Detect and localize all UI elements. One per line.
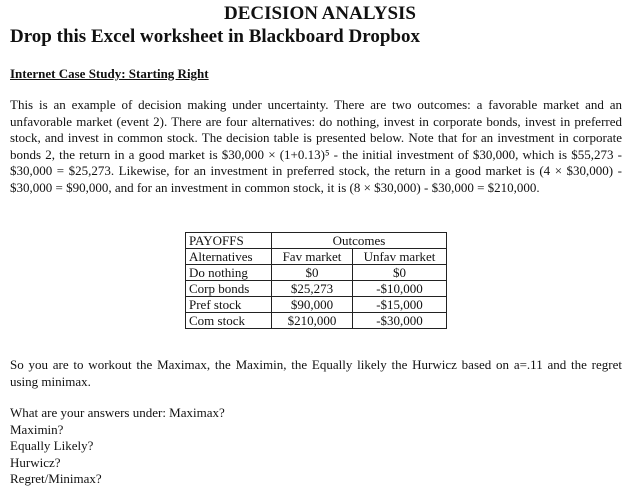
table-corner-label: PAYOFFS	[186, 233, 272, 249]
table-row	[186, 297, 447, 313]
question-maximax: What are your answers under: Maximax?	[10, 405, 225, 420]
table-cell-fav: $90,000	[272, 297, 353, 313]
table-row	[186, 265, 447, 281]
page-title: DECISION ANALYSIS	[223, 3, 416, 24]
table-cell-unfav: $0	[353, 265, 447, 281]
instructions-paragraph: So you are to workout the Maximax, the Maximin, the Equally likely the Hurwicz based on a=.11 and the regret using minimax.	[10, 357, 622, 389]
page-subtitle: Drop this Excel worksheet in Blackboard Dropbox	[10, 26, 420, 47]
column-header-unfav-market: Unfav market	[353, 249, 447, 265]
question-maximin: Maximin?	[10, 421, 64, 437]
payoff-table	[185, 232, 447, 329]
table-cell-alternative: Do nothing	[186, 265, 272, 281]
question-hurwicz: Hurwicz?	[10, 454, 61, 470]
table-row	[186, 281, 447, 297]
table-cell-fav: $210,000	[272, 313, 353, 329]
table-cell-unfav: -$30,000	[353, 313, 447, 329]
column-header-fav-market: Fav market	[272, 249, 353, 265]
case-study-heading: Internet Case Study: Starting Right	[10, 66, 209, 81]
table-header-row	[186, 233, 447, 249]
questions-list	[10, 405, 225, 488]
table-cell-unfav: -$15,000	[353, 297, 447, 313]
table-outcomes-label: Outcomes	[272, 233, 447, 249]
column-header-alternatives: Alternatives	[186, 249, 272, 265]
table-cell-fav: $0	[272, 265, 353, 281]
table-cell-alternative: Com stock	[186, 313, 272, 329]
table-cell-alternative: Corp bonds	[186, 281, 272, 297]
table-cell-fav: $25,273	[272, 281, 353, 297]
table-column-header-row	[186, 249, 447, 265]
question-equally-likely: Equally Likely?	[10, 438, 94, 454]
table-row	[186, 313, 447, 329]
table-cell-alternative: Pref stock	[186, 297, 272, 313]
table-cell-unfav: -$10,000	[353, 281, 447, 297]
question-regret-minimax: Regret/Minimax?	[10, 471, 102, 487]
intro-paragraph: This is an example of decision making under uncertainty. There are two outcomes: a favorable market and an unfavorable market (event 2). There are four alternatives: do nothing, invest in corporate bonds, invest in preferred stock, and invest in common stock. The decision table is presented below. Note that for an investment in corporate bonds 2, the return in a good market is $30,000 × (1+0.13)⁵ - the initial investment of $30,000, which is $55,273 - $30,000 = $25,273. Likewise, for an investment in preferred stock, the return in a good market is (4 × $30,000) - $30,000 = $90,000, and for an investment in common stock, it is (8 × $30,000) - $30,000 = $210,000.	[10, 97, 622, 195]
